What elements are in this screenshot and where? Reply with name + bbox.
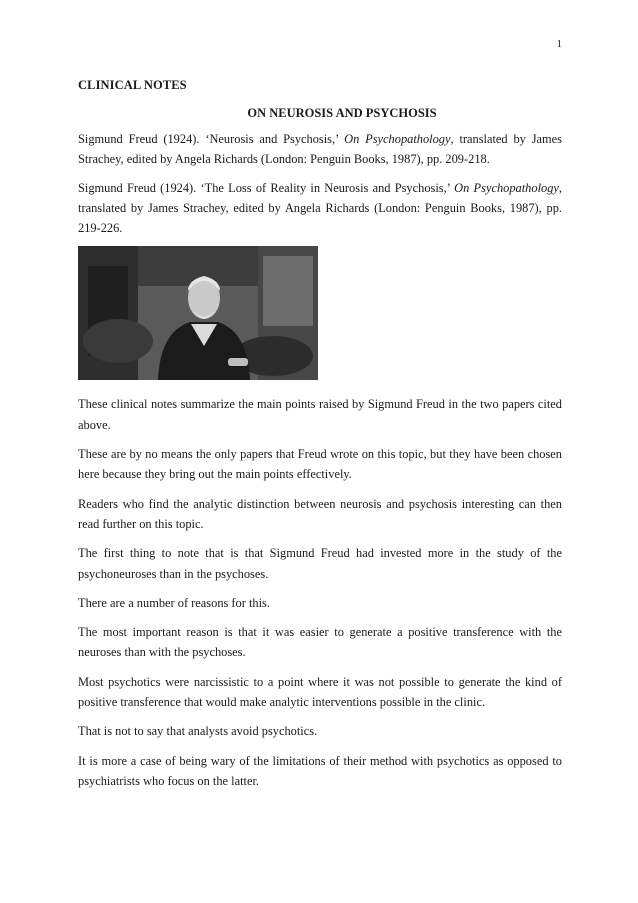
paragraph-5: There are a number of reasons for this.	[78, 595, 270, 610]
reference-1-details: , translated by James Strachey, edited by Angela Richards (London: Penguin Books, 1987), pp. 209-218.	[78, 132, 563, 167]
reference-2-details: , translated by James Strachey, edited by Angela Richards (London: Penguin Books, 1987), pp. 219-226.	[78, 180, 563, 236]
paragraph-9: It is more a case of being wary of the limitations of their method with psychotics as opposed to psychiatrists who focus on the latter.	[78, 753, 562, 788]
paragraph-8: That is not to say that analysts avoid psychotics.	[78, 724, 318, 739]
document-body	[78, 129, 562, 800]
freud-portrait-photo	[78, 246, 318, 380]
paragraph-1: These clinical notes summarize the main points raised by Sigmund Freud in the two papers cited above.	[78, 397, 562, 432]
reference-2	[78, 178, 562, 239]
page-number: 1	[556, 38, 562, 50]
document-heading: CLINICAL NOTES	[78, 78, 187, 92]
paragraph-3: Readers who find the analytic distinction between neurosis and psychosis interesting can then read further on this topic.	[78, 496, 562, 531]
paragraph-7: Most psychotics were narcissistic to a point where it was not possible to generate the kind of positive transference that would make analytic interventions possible in the clinic.	[78, 674, 562, 710]
reference-1-title: On Psychopathology	[344, 132, 451, 146]
reference-2-title: On Psychopathology	[454, 180, 559, 195]
paragraph-6: The most important reason is that it was easier to generate a positive transference with the neuroses than with the psychoses.	[78, 625, 562, 660]
paragraph-4: The first thing to note that is that Sigmund Freud had invested more in the study of the psychoneuroses than in the psychoses.	[78, 546, 562, 581]
reference-2-text: Sigmund Freud (1924). ‘The Loss of Reality in Neurosis and Psychosis,’	[78, 180, 455, 195]
reference-1-text: Sigmund Freud (1924). ‘Neurosis and Psychosis,’	[78, 132, 345, 146]
document-subheading: ON NEUROSIS AND PSYCHOSIS	[247, 106, 437, 120]
reference-1	[78, 129, 562, 170]
paragraph-2: These are by no means the only papers that Freud wrote on this topic, but they have been chosen here because they bring out the main points effectively.	[78, 447, 562, 482]
